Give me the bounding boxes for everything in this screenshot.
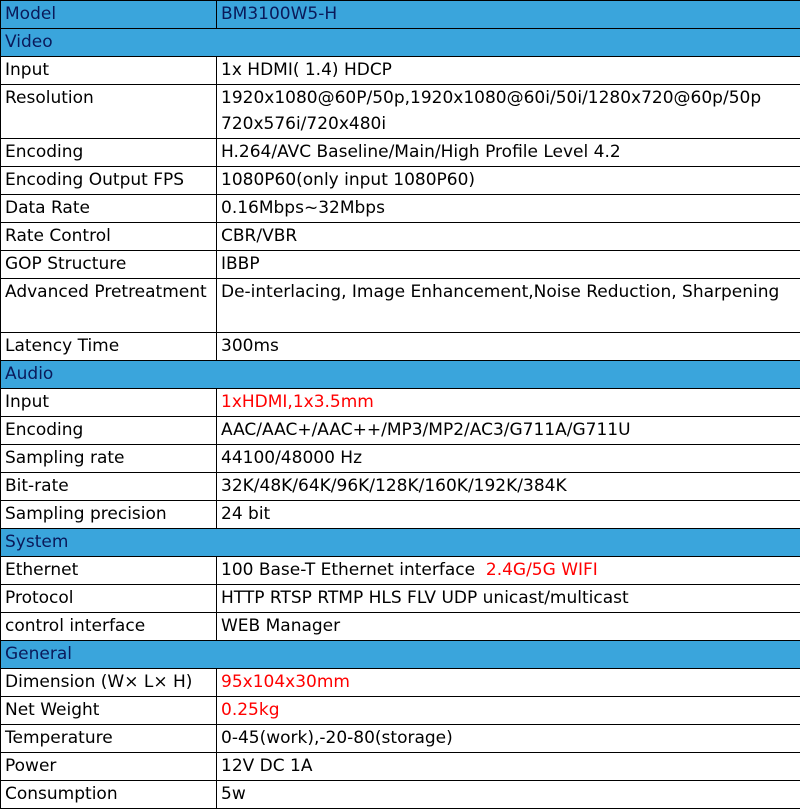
spec-row-video-output-fps — [1, 167, 800, 195]
spec-row-general-dimension — [1, 669, 800, 697]
ethernet-value: 100 Base-T Ethernet interface — [221, 560, 475, 580]
spec-value: AAC/AAC+/AAC++/MP3/MP2/AC3/G711A/G711U — [217, 417, 800, 445]
spec-row-video-rate-control — [1, 223, 800, 251]
spec-value: 95x104x30mm — [217, 669, 800, 697]
model-value: BM3100W5-H — [217, 1, 800, 29]
spec-value: 44100/48000 Hz — [217, 445, 800, 473]
spec-label: Consumption — [1, 781, 217, 809]
spec-label: Dimension (W× L× H) — [1, 669, 217, 697]
spec-label: control interface — [1, 613, 217, 641]
section-header-system — [1, 529, 800, 557]
spec-row-general-weight — [1, 697, 800, 725]
section-title-general: General — [1, 641, 800, 669]
spec-value: 300ms — [217, 333, 800, 361]
spec-label: Bit-rate — [1, 473, 217, 501]
spec-value: 24 bit — [217, 501, 800, 529]
spec-value: 1x HDMI( 1.4) HDCP — [217, 57, 800, 85]
spec-value — [217, 557, 800, 585]
spec-row-general-temperature — [1, 725, 800, 753]
spec-label: Sampling rate — [1, 445, 217, 473]
spec-row-audio-input — [1, 389, 800, 417]
spec-row-video-input — [1, 57, 800, 85]
spec-row-audio-encoding — [1, 417, 800, 445]
spec-label: Rate Control — [1, 223, 217, 251]
spec-value: 0.25kg — [217, 697, 800, 725]
spec-row-general-consumption — [1, 781, 800, 809]
spec-label: Encoding — [1, 139, 217, 167]
model-row — [1, 1, 800, 29]
spec-label: Temperature — [1, 725, 217, 753]
spec-row-audio-precision — [1, 501, 800, 529]
spec-row-video-resolution — [1, 85, 800, 139]
spec-row-audio-bit-rate — [1, 473, 800, 501]
spec-value: WEB Manager — [217, 613, 800, 641]
spec-row-video-latency — [1, 333, 800, 361]
spec-label: Resolution — [1, 85, 217, 139]
section-title-video: Video — [1, 29, 800, 57]
spec-label: GOP Structure — [1, 251, 217, 279]
section-header-general — [1, 641, 800, 669]
spec-label: Latency Time — [1, 333, 217, 361]
spec-value: 0-45(work),-20-80(storage) — [217, 725, 800, 753]
spec-value: 12V DC 1A — [217, 753, 800, 781]
spec-row-system-control — [1, 613, 800, 641]
spec-label: Advanced Pretreatment — [1, 279, 217, 333]
section-header-video — [1, 29, 800, 57]
spec-row-audio-sampling-rate — [1, 445, 800, 473]
spec-label: Sampling precision — [1, 501, 217, 529]
spec-label: Ethernet — [1, 557, 217, 585]
spec-label: Encoding Output FPS — [1, 167, 217, 195]
section-title-audio: Audio — [1, 361, 800, 389]
spec-label: Encoding — [1, 417, 217, 445]
wifi-value: 2.4G/5G WIFI — [486, 560, 598, 580]
spec-value: HTTP RTSP RTMP HLS FLV UDP unicast/multicast — [217, 585, 800, 613]
spec-label: Data Rate — [1, 195, 217, 223]
spec-label: Protocol — [1, 585, 217, 613]
spec-value: 1xHDMI,1x3.5mm — [217, 389, 800, 417]
spec-row-video-pretreatment — [1, 279, 800, 333]
spec-value: CBR/VBR — [217, 223, 800, 251]
spec-value: 32K/48K/64K/96K/128K/160K/192K/384K — [217, 473, 800, 501]
model-label: Model — [1, 1, 217, 29]
spec-value: De-interlacing, Image Enhancement,Noise Reduction, Sharpening — [217, 279, 800, 333]
spec-value: 5w — [217, 781, 800, 809]
spec-row-video-data-rate — [1, 195, 800, 223]
spec-value: 1920x1080@60P/50p,1920x1080@60i/50i/1280x720@60p/50p 720x576i/720x480i — [217, 85, 800, 139]
spec-row-system-ethernet — [1, 557, 800, 585]
spec-row-video-gop — [1, 251, 800, 279]
spec-value: IBBP — [217, 251, 800, 279]
spec-value: H.264/AVC Baseline/Main/High Profile Level 4.2 — [217, 139, 800, 167]
spec-label: Input — [1, 389, 217, 417]
spec-label: Power — [1, 753, 217, 781]
spec-label: Input — [1, 57, 217, 85]
spec-row-video-encoding — [1, 139, 800, 167]
spec-row-system-protocol — [1, 585, 800, 613]
spec-label: Net Weight — [1, 697, 217, 725]
spec-row-general-power — [1, 753, 800, 781]
section-header-audio — [1, 361, 800, 389]
spec-value: 1080P60(only input 1080P60) — [217, 167, 800, 195]
section-title-system: System — [1, 529, 800, 557]
spec-value: 0.16Mbps~32Mbps — [217, 195, 800, 223]
